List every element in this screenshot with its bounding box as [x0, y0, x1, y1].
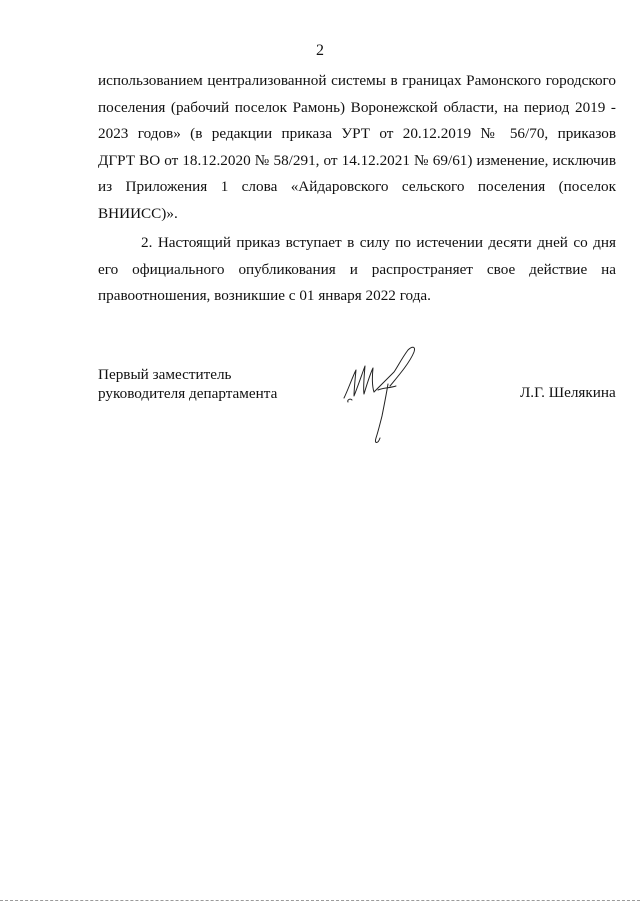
signatory-title-line-1: Первый заместитель	[98, 366, 232, 383]
paragraph-1-line: поселения (рабочий поселок Рамонь) Воронежской области, на период 2019 -	[98, 98, 616, 116]
paragraph-1-line: ВНИИСС)».	[98, 204, 178, 222]
paragraph-1-line: использованием централизованной системы в границах Рамонского городского	[98, 72, 616, 89]
paragraph-1-line: 2023 годов» (в редакции приказа УРТ от 20.12.2019 № 56/70, приказов	[98, 125, 616, 143]
paragraph-2-line: его официального опубликования и распространяет свое действие на	[98, 260, 616, 278]
paragraph-2-line: 2. Настоящий приказ вступает в силу по истечении десяти дней со дня	[141, 234, 616, 251]
paragraph-2	[98, 230, 616, 310]
signatory-title	[98, 366, 277, 403]
page-number: 2	[316, 42, 324, 59]
paragraph-2-line: правоотношения, возникшие с 01 января 2022 года.	[98, 287, 431, 305]
signer-name: Л.Г. Шелякина	[520, 384, 616, 401]
signatory-title-line-2: руководителя департамента	[98, 384, 278, 402]
paragraph-1	[98, 68, 616, 228]
handwritten-signature	[338, 340, 438, 465]
paragraph-1-line: из Приложения 1 слова «Айдаровского сельского поселения (поселок	[98, 178, 616, 196]
paragraph-1-line: ДГРТ ВО от 18.12.2020 № 58/291, от 14.12.2021 № 69/61) изменение, исключив	[98, 151, 616, 169]
bottom-divider	[0, 900, 640, 901]
